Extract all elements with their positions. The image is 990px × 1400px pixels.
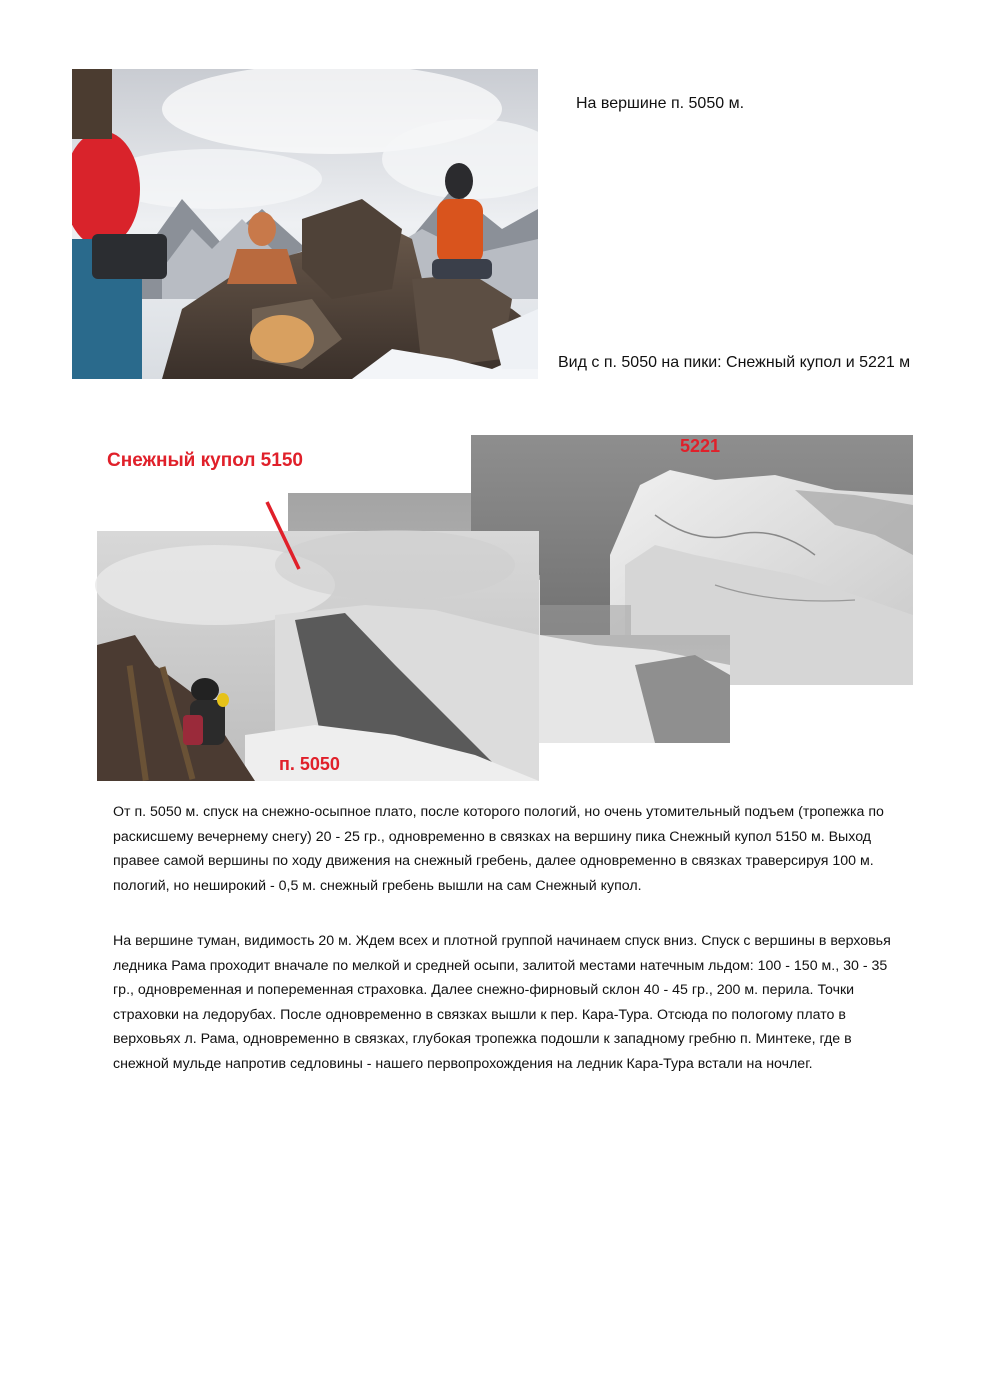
paragraph-ascent: От п. 5050 м. спуск на снежно-осыпное плато, после которого пологий, но очень утомительный подъем (тропежка по раскисшему вечернему снегу) 20 - 25 гр., одновременно в связках на вершину пика Снежный купол 5150 м. Выход правее самой вершины по ходу движения на снежный гребень, далее одновременно в связках траверсируя 100 м. пологий, но неширокий - 0,5 м. снежный гребень вышли на сам Снежный купол.: [113, 804, 884, 894]
paragraph-descent: На вершине туман, видимость 20 м. Ждем всех и плотной группой начинаем спуск вниз. Спуск с вершины в верховья ледника Рама проходит вначале по мелкой и средней осыпи, залитой местами натечным льдом: 100 - 150 м., 30 - 35 гр., одновременная и попеременная страховка. Далее снежно-фирновый склон 40 - 45 гр., 200 м. перила. Точки страховки на ледорубах. После одновременно в связках вышли к пер. Кара-Тура. Отсюда по пологому плато в верховьях л. Рама, одновременно в связках, глубокая тропежка подошли к западному гребню п. Минтеке, где в снежной мульде напротив седловины - нашего первопрохождения на ледник Кара-Тура встали на ночлег.: [113, 933, 891, 1072]
panorama-collage: [95, 435, 915, 785]
summit-photo: [72, 69, 538, 379]
label-peak-5221: 5221: [680, 436, 721, 456]
panorama-photo-left: [95, 530, 539, 781]
label-snow-dome: Снежный купол 5150: [107, 450, 303, 471]
summit-photo-caption: На вершине п. 5050 м.: [576, 95, 745, 112]
view-photo-caption: Вид с п. 5050 на пики: Снежный купол и 5221 м: [558, 354, 911, 371]
label-peak-5050: п. 5050: [279, 754, 340, 774]
